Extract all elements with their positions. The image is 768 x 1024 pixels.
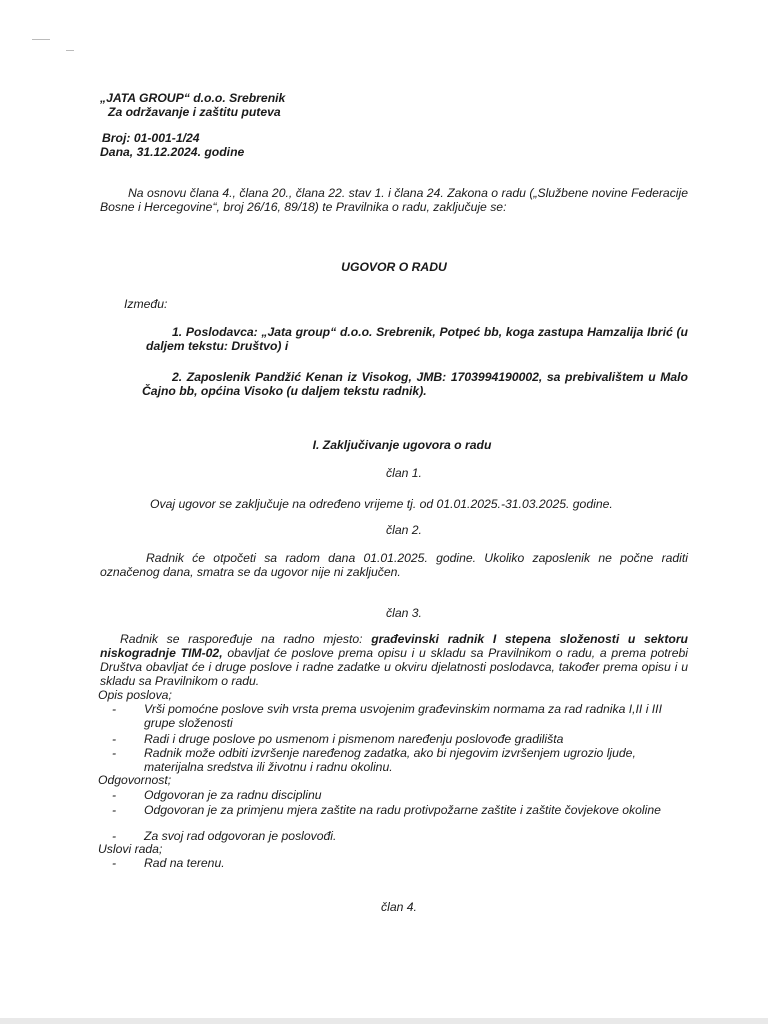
- scan-bottom-edge: [0, 1018, 768, 1024]
- list-item-text: Radnik može odbiti izvršenje naređenog zadatka, ako bi njegovim izvršenjem ugrozio ljude, materijalna sredstva ili životnu i radnu okolinu.: [144, 746, 636, 774]
- list-dash: -: [112, 746, 117, 760]
- article-4-heading: član 4.: [381, 900, 417, 914]
- intro-paragraph: Na osnovu člana 4., člana 20., člana 22. stav 1. i člana 24. Zakona o radu („Službene novine Federacije Bosne i Hercegovine“, broj 26/16, 89/18) te Pravilnika o radu, zaključuje se:: [100, 186, 688, 214]
- document-date: Dana, 31.12.2024. godine: [100, 145, 245, 159]
- list-dash: -: [112, 788, 117, 802]
- article-3-text-pre: Radnik se raspoređuje na radno mjesto:: [120, 632, 372, 646]
- company-subtitle: Za održavanje i zaštitu puteva: [108, 105, 281, 119]
- article-3-text: [100, 632, 688, 688]
- article-3-text-post: obavljat će poslove prema opisu i u skladu sa Pravilnikom o radu, a prema potrebi Društva obavljat će i druge poslove i radne zadatke u okviru djelatnosti poslodavca, također prema opisu i u skladu sa Pravilnikom o radu.: [100, 646, 688, 688]
- article-1-heading: član 1.: [386, 466, 422, 480]
- party-employee: 2. Zaposlenik Pandžić Kenan iz Visokog, JMB: 1703994190002, sa prebivalištem u Malo Čajno bb, općina Visoko (u daljem tekstu radnik).: [142, 370, 688, 398]
- list-dash: -: [112, 732, 117, 746]
- list-dash: -: [112, 702, 117, 716]
- party-employer: 1. Poslodavca: „Jata group“ d.o.o. Srebrenik, Potpeć bb, koga zastupa Hamzalija Ibrić (u daljem tekstu: Društvo) i: [146, 325, 688, 353]
- list-item-text: Za svoj rad odgovoran je poslovođi.: [144, 829, 337, 843]
- article-2-heading: član 2.: [386, 523, 422, 537]
- list-dash: -: [112, 856, 117, 870]
- section-heading: I. Zaključivanje ugovora o radu: [312, 438, 492, 452]
- company-name: „JATA GROUP“ d.o.o. Srebrenik: [100, 91, 286, 105]
- article-1-text: Ovaj ugovor se zaključuje na određeno vrijeme tj. od 01.01.2025.-31.03.2025. godine.: [150, 497, 613, 511]
- article-2-text: Radnik će otpočeti sa radom dana 01.01.2025. godine. Ukoliko zaposlenik ne počne raditi označenog dana, smatra se da ugovor nije ni zaključen.: [100, 551, 688, 579]
- job-description-label: Opis poslova;: [98, 688, 172, 702]
- list-dash: -: [112, 803, 117, 817]
- responsibility-label: Odgovornost;: [98, 773, 172, 787]
- document-title: UGOVOR O RADU: [341, 260, 447, 274]
- scan-artifact: [32, 39, 50, 40]
- scan-artifact: [66, 50, 74, 51]
- list-item-text: Vrši pomoćne poslove svih vrsta prema usvojenim građevinskim normama za rad radnika I,II i III grupe složenosti: [144, 702, 662, 730]
- document-number: Broj: 01-001-1/24: [102, 131, 200, 145]
- list-item-text: Radi i druge poslove po usmenom i pismenom naređenju poslovođe gradilišta: [144, 732, 564, 746]
- article-3-heading: član 3.: [386, 606, 422, 620]
- list-item-text: Odgovoran je za primjenu mjera zaštite na radu protivpožarne zaštite i zaštite čovjekove okoline: [144, 803, 661, 817]
- article-3-position: građevinski radnik I stepena složenosti u sektoru niskogradnje TIM-02,: [100, 632, 689, 660]
- working-conditions-label: Uslovi rada;: [98, 842, 163, 856]
- list-item-text: Rad na terenu.: [144, 856, 225, 870]
- list-dash: -: [112, 829, 117, 843]
- between-label: Između:: [124, 297, 168, 311]
- list-item-text: Odgovoran je za radnu disciplinu: [144, 788, 322, 802]
